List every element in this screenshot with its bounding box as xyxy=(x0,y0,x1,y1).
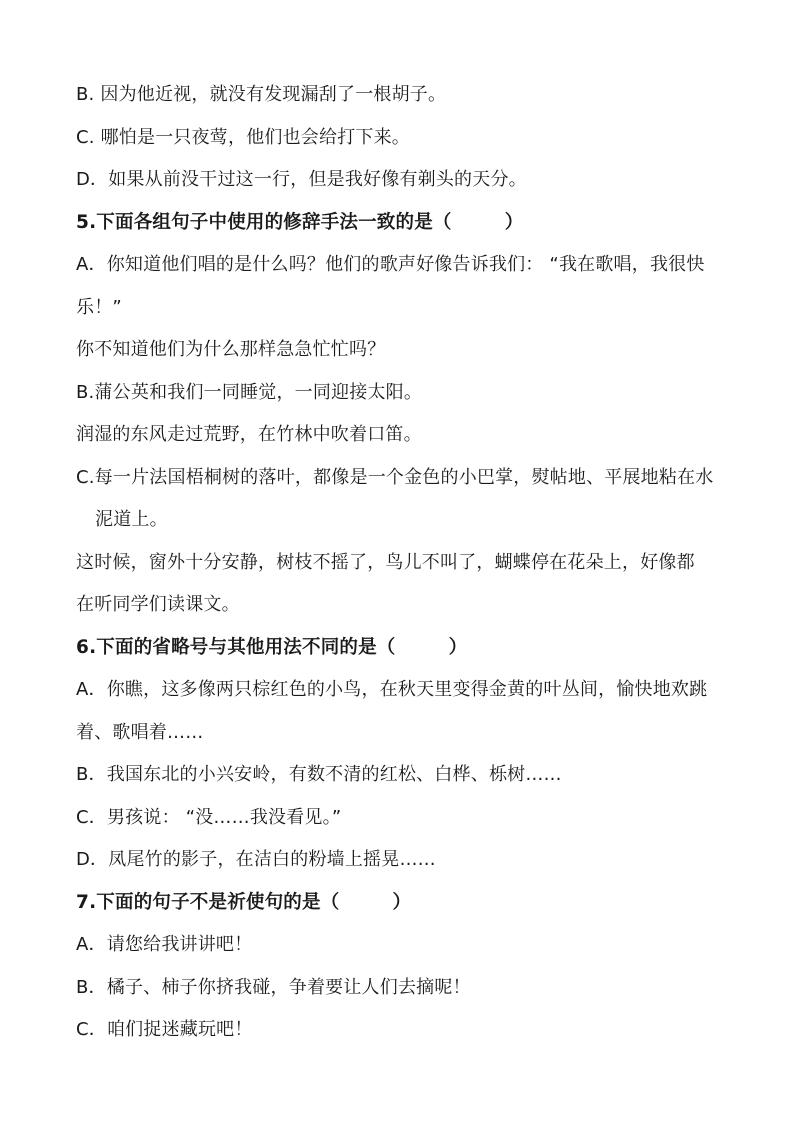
document-body xyxy=(76,74,724,1052)
question-4-option-c: C. 哪怕是一只夜莺，他们也会给打下来。 xyxy=(76,126,411,148)
question-5-option-c-line-3: 这时候，窗外十分安静，树枝不摇了，鸟儿不叫了，蝴蝶停在花朵上，好像都 xyxy=(76,551,695,573)
question-6-option-a-line-1: A．你瞧，这多像两只棕红色的小鸟，在秋天里变得金黄的叶丛间，愉快地欢跳 xyxy=(76,679,708,700)
question-5-option-c-line-4: 在听同学们读课文。 xyxy=(76,594,240,615)
question-6-option-d: D．凤尾竹的影子，在洁白的粉墙上摇晃…… xyxy=(76,849,436,870)
question-5-option-b-line-2: 润湿的东风走过荒野，在竹林中吹着口笛。 xyxy=(76,424,422,445)
question-6-option-b: B．我国东北的小兴安岭，有数不清的红松、白桦、栎树…… xyxy=(76,764,562,785)
question-4-option-d: D．如果从前没干过这一行，但是我好像有剃头的天分。 xyxy=(76,169,527,190)
question-5-option-a-line-1: A．你知道他们唱的是什么吗？他们的歌声好像告诉我们： “我在歌唱，我很快 xyxy=(76,254,705,275)
question-7-heading: 7.下面的句子不是祈使句的是（ ） xyxy=(76,891,412,913)
question-5-option-a-line-3: 你不知道他们为什么那样急急忙忙吗？ xyxy=(76,339,386,360)
question-6-option-c: C．男孩说： “没……我没看见。” xyxy=(76,806,342,828)
question-7-option-a: A．请您给我讲讲吧！ xyxy=(76,934,253,955)
question-4-option-b: B. 因为他近视，就没有发现漏刮了一根胡子。 xyxy=(76,84,447,105)
question-5-option-a-line-2: 乐！” xyxy=(76,296,122,318)
question-7-option-b: B．橘子、柿子你挤我碰，争着要让人们去摘呢！ xyxy=(76,976,471,998)
question-5-option-b-line-1: B.蒲公英和我们一同睡觉，一同迎接太阳。 xyxy=(76,381,423,403)
question-6-heading: 6.下面的省略号与其他用法不同的是（ ） xyxy=(76,636,468,658)
question-6-option-a-line-2: 着、歌唱着…… xyxy=(76,721,204,743)
question-5-option-c-line-1: C.每一片法国梧桐树的落叶，都像是一个金色的小巴掌，熨帖地、平展地粘在水 xyxy=(76,466,714,488)
question-5-option-c-line-2: 泥道上。 xyxy=(95,509,168,530)
question-7-option-c: C．咱们捉迷藏玩吧！ xyxy=(76,1019,253,1040)
question-5-heading: 5.下面各组句子中使用的修辞手法一致的是（ ） xyxy=(76,211,524,233)
